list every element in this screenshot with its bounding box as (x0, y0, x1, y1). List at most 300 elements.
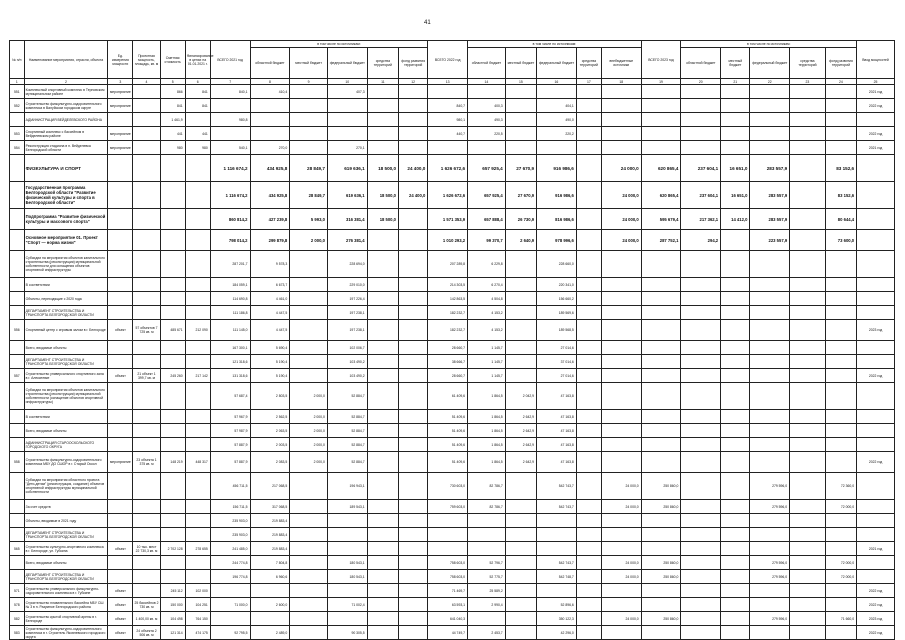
table-cell (681, 355, 721, 369)
table-cell: 63 593,1 (428, 598, 468, 612)
table-cell (185, 528, 210, 542)
table-cell: 758 603,0 (428, 556, 468, 570)
table-cell: 102 006,7 (327, 341, 367, 355)
table-cell (825, 424, 856, 438)
table-cell: 99 370,7 (468, 230, 506, 251)
table-cell (721, 306, 750, 320)
table-cell (750, 113, 790, 127)
table-cell (505, 612, 536, 626)
table-cell: 2 642,9 (505, 424, 536, 438)
table-cell (790, 292, 826, 306)
table-cell: 4 153,2 (468, 320, 506, 341)
table-cell (857, 410, 895, 424)
table-cell: 2 000,0 (290, 438, 328, 452)
table-cell (681, 320, 721, 341)
table-cell (601, 141, 641, 155)
table-cell (641, 424, 681, 438)
table-row (10, 209, 895, 230)
table-cell (641, 306, 681, 320)
table-cell: 2022 год (857, 99, 895, 113)
table-cell (790, 528, 826, 542)
table-cell: 980 (160, 141, 185, 155)
index-cell: 23 (790, 79, 826, 85)
table-cell (108, 500, 133, 514)
table-cell (399, 278, 428, 292)
table-cell: 9 578,3 (250, 251, 290, 278)
table-cell (10, 500, 25, 514)
table-cell: 28 660,7 (428, 341, 468, 355)
table-cell (681, 500, 721, 514)
table-cell (790, 612, 826, 626)
table-cell (108, 113, 133, 127)
header-fond: фонд развития территорий (399, 48, 428, 79)
table-cell (681, 626, 721, 640)
table-cell (367, 452, 398, 473)
table-cell (721, 514, 750, 528)
index-cell: 3 (108, 79, 133, 85)
table-cell: 72 000,0 (825, 570, 856, 584)
table-cell (641, 626, 681, 640)
table-cell: 156 711,5 (210, 500, 250, 514)
table-cell (681, 99, 721, 113)
table-cell: 840,1 (210, 85, 250, 99)
table-cell (576, 85, 601, 99)
table-cell: 474 175 (185, 626, 210, 640)
table-cell (576, 424, 601, 438)
table-cell (367, 355, 398, 369)
table-cell: 71 469,7 (428, 584, 468, 598)
table-cell: 184 059,1 (210, 278, 250, 292)
table-cell (160, 410, 185, 424)
table-cell: 27 014,6 (537, 341, 577, 355)
table-cell (790, 584, 826, 598)
table-cell (108, 306, 133, 320)
table-cell (160, 473, 185, 500)
table-cell (721, 320, 750, 341)
table-cell (505, 306, 536, 320)
table-cell (10, 570, 25, 584)
table-cell: 1 864,5 (468, 424, 506, 438)
table-cell: 2021 год (857, 85, 895, 99)
table-cell: 2 000,0 (290, 230, 328, 251)
table-cell (576, 369, 601, 383)
table-cell (750, 99, 790, 113)
header-row-1 (10, 41, 895, 48)
table-cell: 4 447,5 (250, 320, 290, 341)
table-cell: 82 786,7 (468, 500, 506, 514)
table-cell: 27 670,9 (505, 182, 536, 209)
table-cell (505, 85, 536, 99)
table-cell (641, 320, 681, 341)
table-cell (790, 141, 826, 155)
table-cell: 24 000,0 (601, 570, 641, 584)
table-cell (825, 438, 856, 452)
table-cell: 237 604,1 (681, 155, 721, 182)
table-cell: 44 749,7 (428, 626, 468, 640)
table-cell (750, 85, 790, 99)
table-cell (133, 230, 160, 251)
row-name-cell: АДМИНИСТРАЦИЯ СТАРООСКОЛЬСКОГО ГОРОДСКОГО ОКРУГА (24, 438, 108, 452)
table-cell: 16 651,0 (721, 182, 750, 209)
index-cell: 16 (537, 79, 577, 85)
table-cell: 103 490,2 (327, 369, 367, 383)
table-cell (160, 306, 185, 320)
table-cell: 5 993,0 (290, 209, 328, 230)
table-cell: 1 400,00 кв. м (133, 612, 160, 626)
table-cell (601, 292, 641, 306)
row-name-cell: В соответствии (24, 278, 108, 292)
table-cell (681, 127, 721, 141)
table-cell (505, 570, 536, 584)
table-cell (641, 383, 681, 410)
table-cell (108, 155, 133, 182)
table-cell (641, 99, 681, 113)
table-cell (721, 584, 750, 598)
table-cell: 441 (160, 127, 185, 141)
table-cell (825, 85, 856, 99)
index-cell: 1 (10, 79, 25, 85)
table-row (10, 514, 895, 528)
table-cell (160, 424, 185, 438)
table-cell (399, 85, 428, 99)
table-cell: 52 884,7 (327, 438, 367, 452)
table-cell: 441 (185, 127, 210, 141)
table-cell: 72 360,0 (825, 473, 856, 500)
table-cell (108, 424, 133, 438)
table-cell (505, 99, 536, 113)
table-cell (108, 410, 133, 424)
table-cell: 490,3 (468, 113, 506, 127)
table-row (10, 570, 895, 584)
table-cell (133, 113, 160, 127)
table-cell (576, 292, 601, 306)
table-cell (327, 612, 367, 626)
table-cell: 2022 год (857, 369, 895, 383)
table-cell: 18 500,0 (367, 182, 398, 209)
table-cell: 279 596,0 (750, 500, 790, 514)
table-cell (10, 410, 25, 424)
table-cell (825, 278, 856, 292)
table-cell: 410,4 (250, 85, 290, 99)
row-name-cell: ДЕПАРТАМЕНТ СТРОИТЕЛЬСТВА И ТРАНСПОРТА БЕЛГОРОДСКОЙ ОБЛАСТИ (24, 570, 108, 584)
table-cell (10, 155, 25, 182)
table-cell: 28 660,7 (428, 369, 468, 383)
table-cell (681, 514, 721, 528)
table-cell (857, 473, 895, 500)
table-cell: 214 303,5 (428, 278, 468, 292)
table-cell: 4 447,5 (250, 306, 290, 320)
table-cell (108, 278, 133, 292)
table-cell (290, 251, 328, 278)
table-cell (641, 127, 681, 141)
index-cell: 14 (468, 79, 506, 85)
table-cell (160, 500, 185, 514)
table-cell (825, 320, 856, 341)
table-cell (185, 155, 210, 182)
table-cell (108, 514, 133, 528)
table-cell (601, 278, 641, 292)
table-cell: 2022 год (857, 598, 895, 612)
table-cell (681, 542, 721, 556)
table-cell (133, 251, 160, 278)
header-funded: Финансирование в ценах на 01.01.2021 г. (185, 41, 210, 79)
table-cell (825, 341, 856, 355)
table-cell: 2021 год (857, 141, 895, 155)
table-cell: 1 864,5 (468, 383, 506, 410)
table-cell (505, 500, 536, 514)
header-federal: федеральный бюджет (537, 48, 577, 79)
table-cell (576, 584, 601, 598)
table-cell: 6 270,4 (468, 278, 506, 292)
row-name-cell: Строительство крытой спортивной арены в г. Белгороде (24, 612, 108, 626)
table-cell (790, 113, 826, 127)
table-cell (399, 341, 428, 355)
table-cell: 24 400,0 (399, 155, 428, 182)
table-cell (790, 598, 826, 612)
table-cell (601, 528, 641, 542)
table-cell (505, 278, 536, 292)
table-cell (399, 514, 428, 528)
table-cell: 52 884,7 (327, 424, 367, 438)
table-cell (290, 612, 328, 626)
table-cell: 182 232,7 (428, 306, 468, 320)
table-cell: объект (108, 369, 133, 383)
table-cell: 440,7 (428, 127, 468, 141)
table-cell: 196 774,8 (210, 570, 250, 584)
table-cell (10, 556, 25, 570)
table-cell (537, 528, 577, 542)
table-cell: 24 000,0 (601, 230, 641, 251)
table-cell (857, 155, 895, 182)
table-cell (825, 528, 856, 542)
table-cell (825, 598, 856, 612)
table-cell: 196 943,1 (327, 473, 367, 500)
table-cell: 23 объекта 1 375 кв. м (133, 452, 160, 473)
table-cell: 103 490,2 (327, 355, 367, 369)
table-cell: 18 500,0 (367, 155, 398, 182)
table-cell: 2022 год (857, 584, 895, 598)
table-cell: 47 163,8 (537, 410, 577, 424)
table-cell (750, 369, 790, 383)
table-cell (790, 155, 826, 182)
row-name-cell: Подпрограмма "Развитие физической культуры и массового спорта" (24, 209, 108, 230)
row-name-cell: Строительство физкультурно-оздоровительного комплекса в Валуйском городском округе (24, 99, 108, 113)
table-cell: 595 679,4 (641, 209, 681, 230)
table-cell: 219 883,4 (250, 528, 290, 542)
table-cell: 52 884,7 (327, 383, 367, 410)
table-cell (210, 99, 250, 113)
table-cell (790, 355, 826, 369)
table-cell (857, 383, 895, 410)
index-cell: 7 (210, 79, 250, 85)
table-cell (641, 438, 681, 452)
table-cell: 841 (185, 99, 210, 113)
table-cell: 2 803,5 (250, 383, 290, 410)
table-cell (133, 410, 160, 424)
table-cell: 620 865,4 (641, 155, 681, 182)
table-cell (790, 209, 826, 230)
table-cell (721, 278, 750, 292)
table-cell (367, 528, 398, 542)
header-unit: Ед. измерения мощности (108, 41, 133, 79)
header-territory: средства территорий (367, 48, 398, 79)
table-cell (108, 182, 133, 209)
table-row (10, 369, 895, 383)
table-cell: 2 042,9 (505, 383, 536, 410)
row-name-cell: Всего, вводимые объекты (24, 556, 108, 570)
table-cell: 448 317 (185, 452, 210, 473)
table-cell (367, 292, 398, 306)
table-cell: 434 925,8 (250, 155, 290, 182)
table-cell (399, 584, 428, 598)
index-cell: 22 (750, 79, 790, 85)
table-cell (825, 383, 856, 410)
table-cell (428, 514, 468, 528)
table-cell (681, 570, 721, 584)
table-cell (601, 452, 641, 473)
table-cell: 14 412,0 (721, 209, 750, 230)
table-cell (857, 306, 895, 320)
table-cell (160, 556, 185, 570)
table-cell: 2 642,9 (505, 410, 536, 424)
table-cell: 57 967,9 (210, 410, 250, 424)
table-row (10, 278, 895, 292)
table-cell (641, 598, 681, 612)
table-cell (825, 127, 856, 141)
table-cell: 223 557,9 (750, 230, 790, 251)
table-cell (367, 278, 398, 292)
table-cell (790, 424, 826, 438)
table-cell (601, 369, 641, 383)
table-cell (825, 292, 856, 306)
table-cell: 131 318,6 (210, 369, 250, 383)
table-cell (681, 410, 721, 424)
table-cell: 250 860,0 (641, 500, 681, 514)
table-cell: 551 (10, 85, 25, 99)
table-cell (210, 127, 250, 141)
row-name-cell: Спортивный комплекс с бассейном в Вейделевском районе (24, 127, 108, 141)
table-cell: 2022 год (857, 127, 895, 141)
table-cell (641, 369, 681, 383)
table-cell (505, 584, 536, 598)
index-cell: 6 (185, 79, 210, 85)
table-cell: 916 986,6 (537, 155, 577, 182)
table-cell: 2 063,5 (250, 424, 290, 438)
table-cell: 283 557,9 (750, 182, 790, 209)
table-cell (290, 369, 328, 383)
table-cell (790, 127, 826, 141)
table-cell: 52 884,7 (327, 410, 367, 424)
table-cell (367, 473, 398, 500)
table-cell (601, 584, 641, 598)
table-cell (721, 570, 750, 584)
table-cell (721, 355, 750, 369)
table-cell (185, 251, 210, 278)
table-cell (367, 424, 398, 438)
table-cell: 156 660,2 (537, 292, 577, 306)
table-cell: 47 163,8 (537, 424, 577, 438)
table-cell: 565 (10, 542, 25, 556)
table-cell (133, 85, 160, 99)
table-cell (250, 99, 290, 113)
table-cell: 1 626 672,6 (428, 155, 468, 182)
row-name-cell: Строительство физкультурно-оздоровительного комплекса в г. Строитель Яковлевского городского округа (24, 626, 108, 640)
table-cell (721, 292, 750, 306)
table-cell (576, 542, 601, 556)
table-cell (133, 209, 160, 230)
row-name-cell: ДЕПАРТАМЕНТ СТРОИТЕЛЬСТВА И ТРАНСПОРТА БЕЛГОРОДСКОЙ ОБЛАСТИ (24, 355, 108, 369)
table-cell (721, 542, 750, 556)
table-cell (601, 355, 641, 369)
table-cell (857, 556, 895, 570)
table-cell (721, 438, 750, 452)
table-cell (790, 626, 826, 640)
table-cell (399, 438, 428, 452)
table-cell: 2022 год (857, 452, 895, 473)
table-cell: 2022 год (857, 626, 895, 640)
table-cell (327, 99, 367, 113)
table-cell (537, 141, 577, 155)
table-cell: 90 305,5 (327, 626, 367, 640)
table-cell (399, 251, 428, 278)
table-cell: 52 775,7 (468, 570, 506, 584)
table-cell (290, 626, 328, 640)
table-cell (399, 473, 428, 500)
table-cell (399, 292, 428, 306)
table-cell: 244 774,8 (210, 556, 250, 570)
table-cell (857, 230, 895, 251)
table-cell: 841 (185, 85, 210, 99)
table-row (10, 341, 895, 355)
table-row (10, 141, 895, 155)
header-regional: областной бюджет (250, 48, 290, 79)
row-name-cell: ДЕПАРТАМЕНТ СТРОИТЕЛЬСТВА И ТРАНСПОРТА БЕЛГОРОДСКОЙ ОБЛАСТИ (24, 306, 108, 320)
table-cell: 980,8 (210, 113, 250, 127)
table-row (10, 452, 895, 473)
table-cell: 485 671 (160, 320, 185, 341)
table-cell: 250 860,0 (641, 556, 681, 570)
table-cell (641, 410, 681, 424)
row-name-cell: АДМИНИСТРАЦИЯ ВЕЙДЕЛЕВСКОГО РАЙОНА (24, 113, 108, 127)
table-cell (399, 99, 428, 113)
table-cell: 10 тыс. мест 22 730,3 кв. м (133, 542, 160, 556)
table-cell: 121 318,6 (210, 355, 250, 369)
table-cell (367, 556, 398, 570)
table-cell: объект (108, 626, 133, 640)
table-cell (160, 182, 185, 209)
table-cell (681, 584, 721, 598)
table-cell: 2 000,0 (290, 452, 328, 473)
table-cell (210, 584, 250, 598)
table-cell (721, 141, 750, 155)
table-cell: 228 660,0 (537, 251, 577, 278)
table-cell (399, 500, 428, 514)
table-cell (790, 99, 826, 113)
table-cell (601, 99, 641, 113)
table-cell: 52 896,6 (537, 598, 577, 612)
row-name-cell: Строительство универсального физкультурно-оздоровительного комплекса в г. Губкине (24, 584, 108, 598)
table-cell: 80 644,4 (825, 209, 856, 230)
table-cell (681, 341, 721, 355)
table-cell (133, 438, 160, 452)
table-cell (185, 230, 210, 251)
index-cell: 25 (857, 79, 895, 85)
table-cell (641, 452, 681, 473)
table-row (10, 113, 895, 127)
table-cell (290, 99, 328, 113)
table-cell: 250 860,0 (641, 473, 681, 500)
header-group-2023: в том числе по источникам: (681, 41, 857, 48)
